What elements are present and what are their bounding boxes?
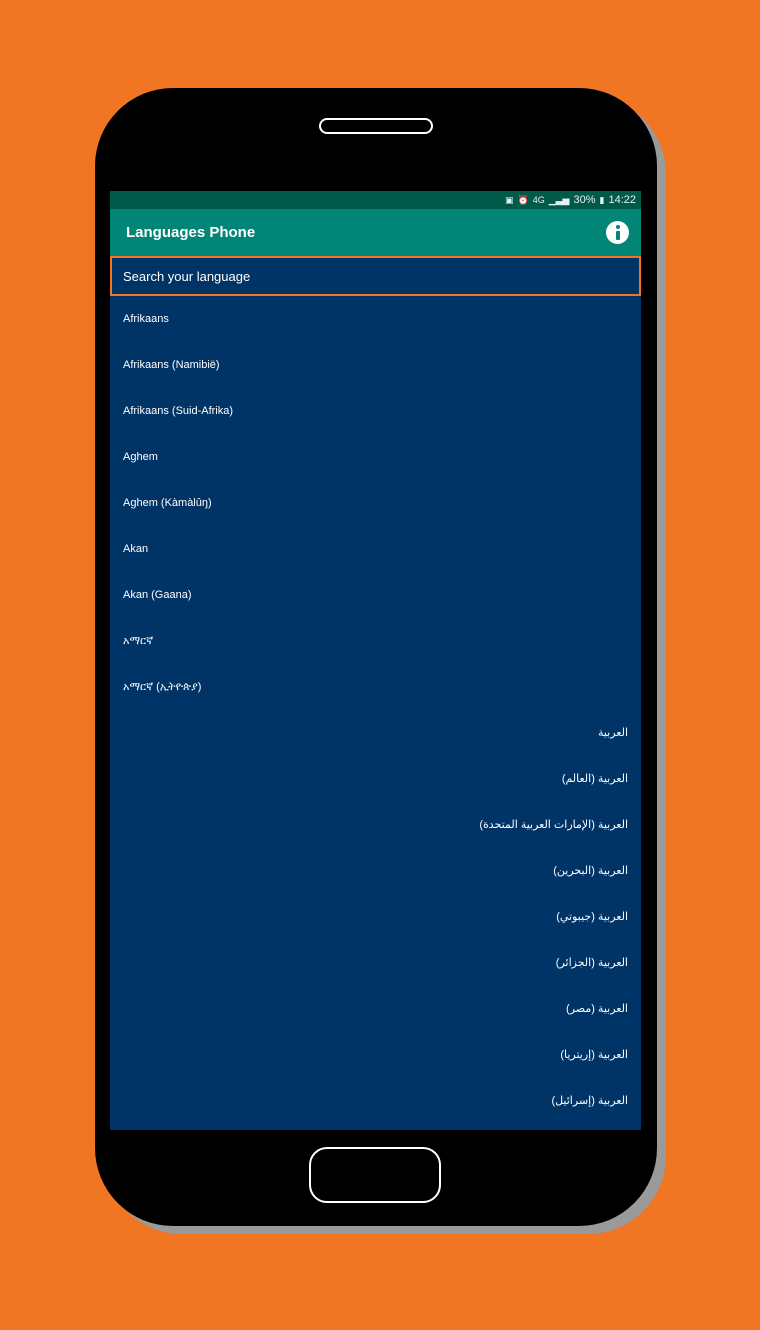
info-button[interactable] [606, 221, 629, 244]
clock: 14:22 [608, 194, 636, 206]
phone-speaker [319, 118, 433, 134]
signal-icon: ▁▃▅ [548, 194, 570, 205]
language-item[interactable]: العربية (إريتريا) [560, 1049, 628, 1061]
battery-percent: 30% [573, 194, 596, 206]
notification-icon: ▣ [504, 194, 514, 205]
language-item[interactable]: Afrikaans (Suid-Afrika) [123, 405, 234, 417]
language-item[interactable]: Akan [123, 543, 149, 555]
language-item[interactable]: አማርኛ [123, 635, 154, 647]
status-bar [110, 191, 641, 209]
language-item[interactable]: አማርኛ (ኢትዮጵያ) [123, 681, 202, 693]
language-item[interactable]: العربية (إسرائيل) [551, 1095, 628, 1107]
app-bar [110, 209, 641, 256]
language-item[interactable]: العربية (جيبوتي) [556, 911, 628, 923]
network-type: 4G [532, 194, 545, 205]
search-input[interactable] [121, 268, 630, 285]
language-item[interactable]: Aghem (Kàmàlûŋ) [123, 497, 212, 509]
language-list [110, 296, 641, 1124]
language-item[interactable]: Afrikaans (Namibië) [123, 359, 220, 371]
language-item[interactable]: العربية (مصر) [566, 1003, 628, 1015]
app-title: Languages Phone [126, 224, 256, 241]
phone-screen [110, 191, 641, 1130]
language-item[interactable]: العربية (العالم) [561, 773, 628, 785]
home-button[interactable] [309, 1147, 441, 1203]
language-item[interactable]: العربية [597, 727, 628, 739]
battery-icon: ▮ [599, 194, 605, 205]
language-item[interactable]: العربية (الجزائر) [555, 957, 628, 969]
language-item[interactable]: العربية (البحرين) [553, 865, 628, 877]
language-item[interactable]: Afrikaans [123, 313, 169, 325]
alarm-icon: ⏰ [517, 194, 529, 205]
language-item[interactable]: Akan (Gaana) [123, 589, 192, 601]
language-item[interactable]: العربية (الإمارات العربية المتحدة) [479, 819, 628, 831]
language-item[interactable]: Aghem [123, 451, 158, 463]
search-box [110, 256, 641, 296]
info-icon [616, 225, 620, 229]
